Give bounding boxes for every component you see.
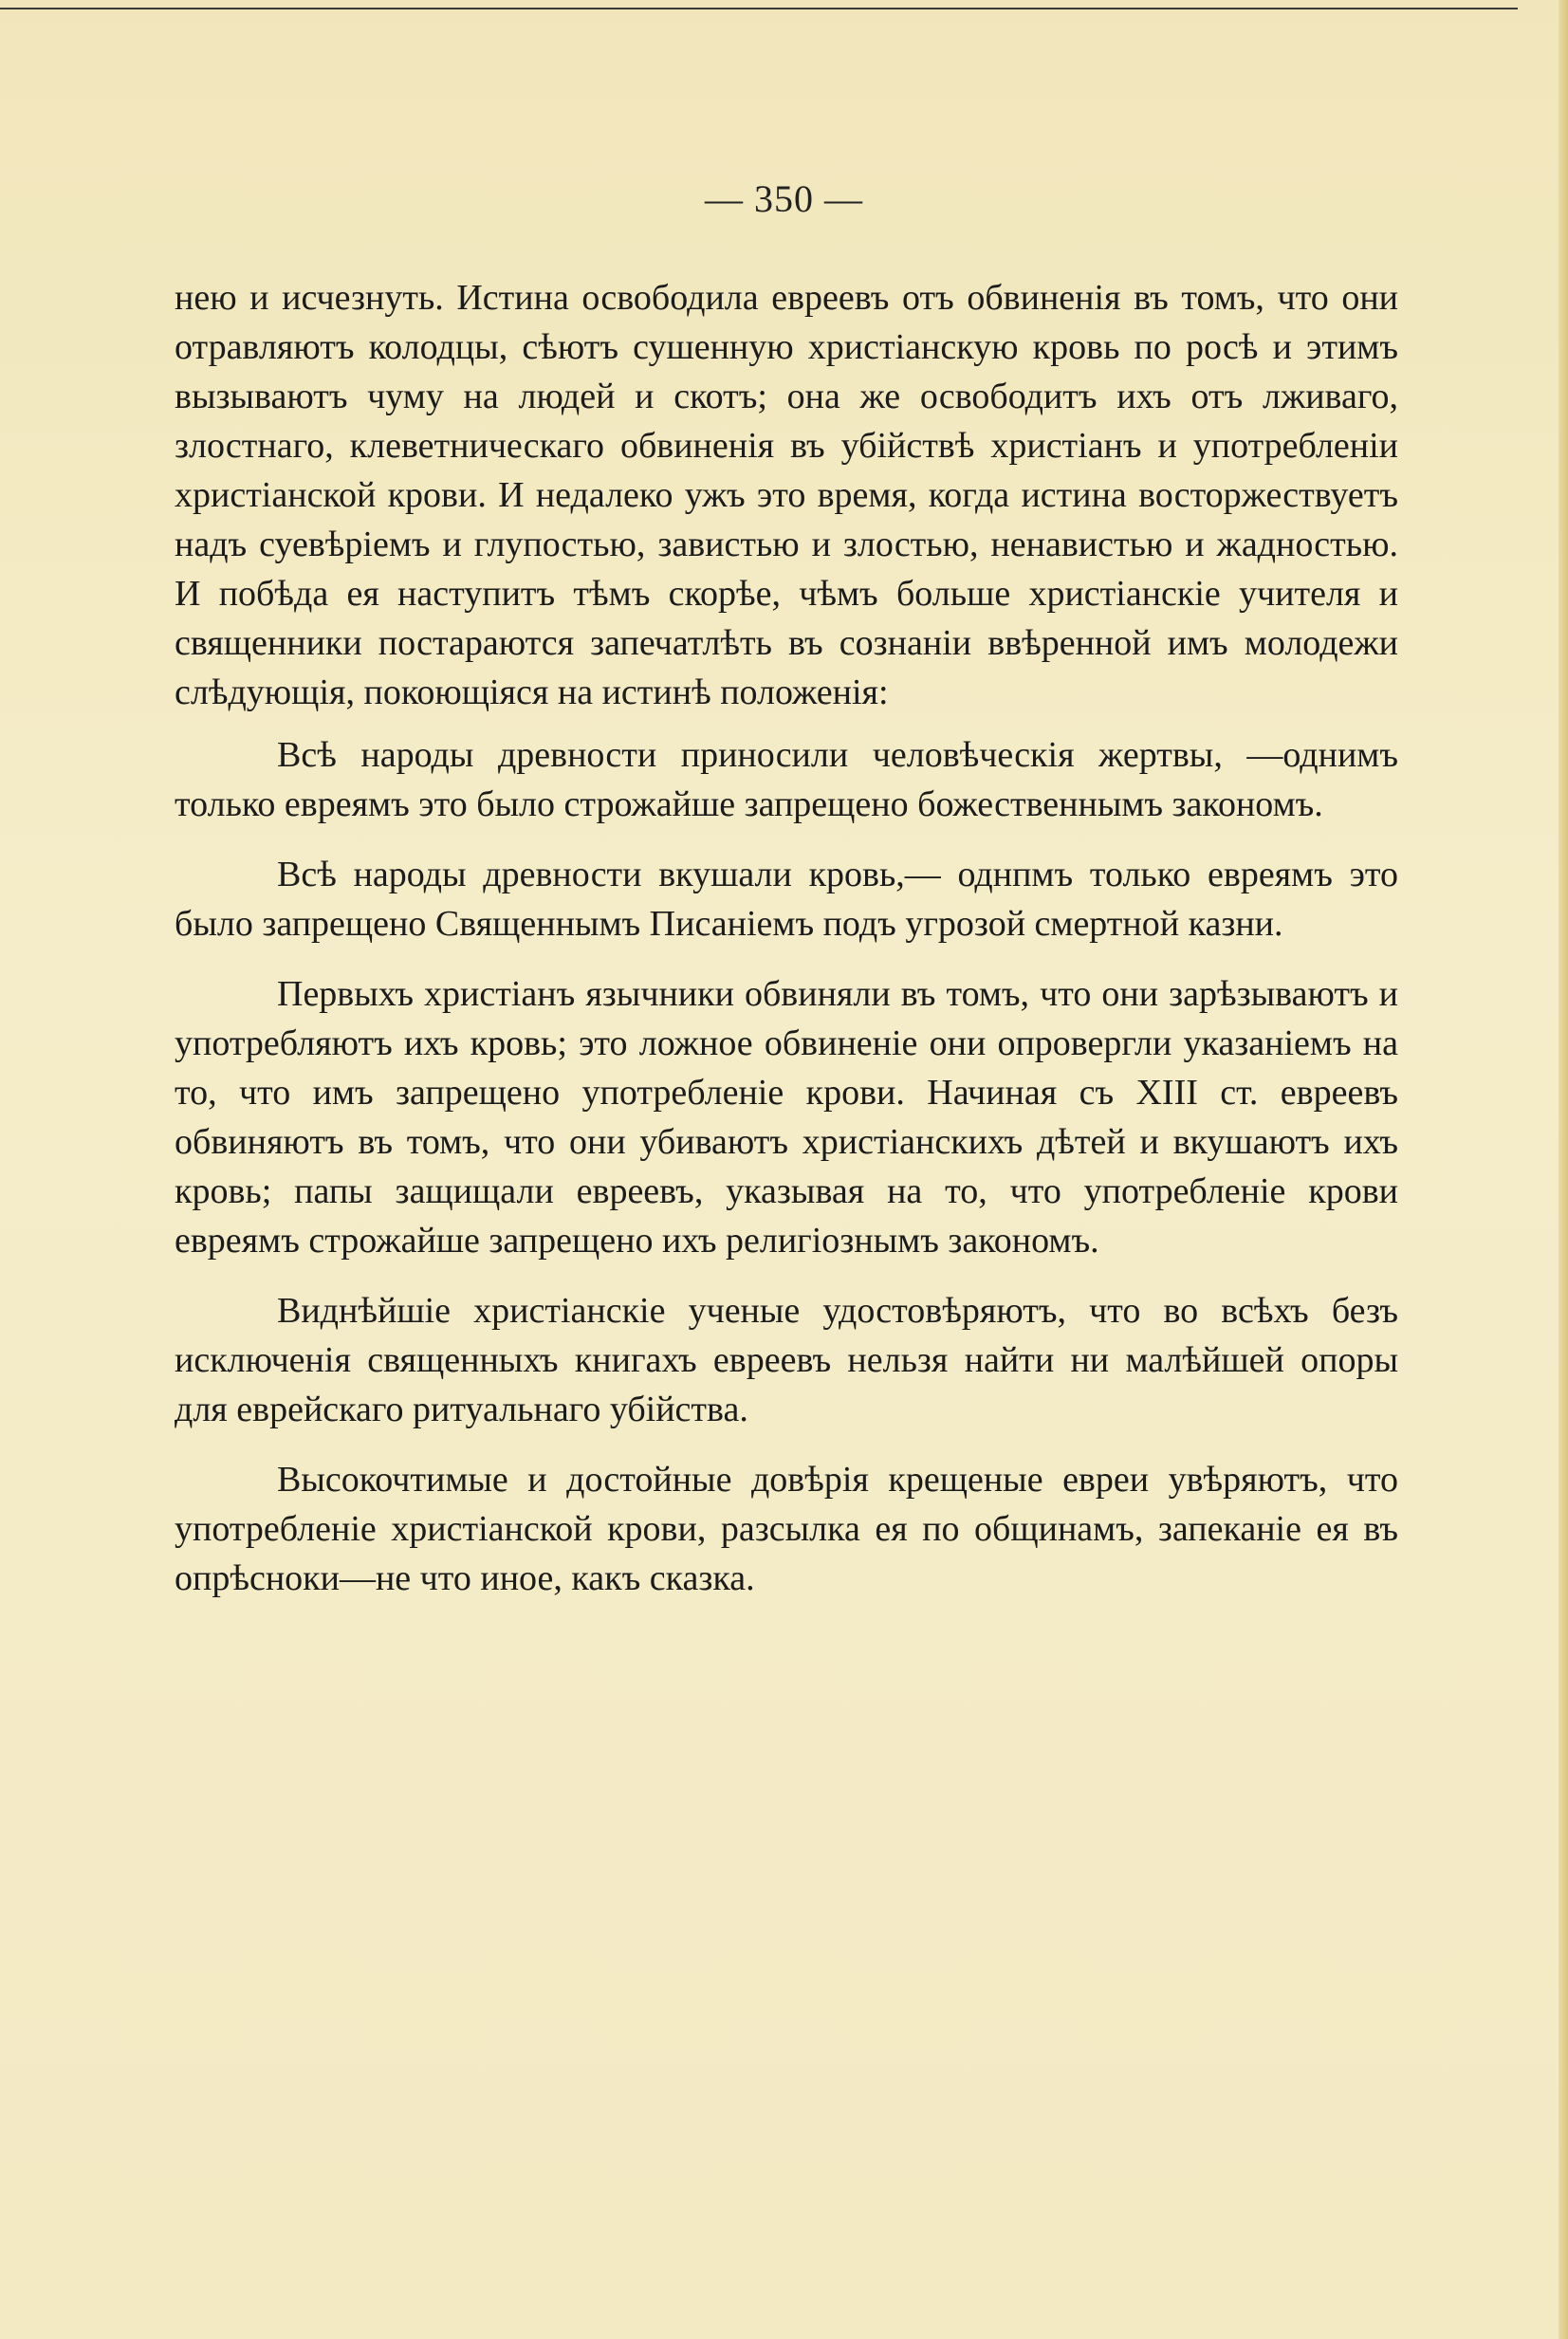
page-number: — 350 — [705,177,863,220]
paragraph-3: Всѣ народы древности вкушали кровь,— однпмъ только евреямъ это было запрещено Священнымъ Писаніемъ подъ угрозой смертной казни. [175,855,1398,944]
paragraph-5: Виднѣйшіе христіанскіе ученые удостовѣряютъ, что во всѣхъ безъ исключенія священныхъ книгахъ евреевъ нельзя найти ни малѣйшей опоры для еврейскаго ритуальнаго убійства. [175,1291,1398,1429]
paragraph-6: Высокочтимые и достойные довѣрія крещеные евреи увѣряютъ, что употребленіе христіанской крови, разсылка ея по общинамъ, запеканіе ея въ опрѣсноки—не что иное, какъ сказка. [175,1460,1398,1598]
body-text [175,273,1398,1603]
page-edge [1559,0,1568,2339]
paragraph-4: Первыхъ христіанъ язычники обвиняли въ томъ, что они зарѣзываютъ и употребляютъ ихъ кровь; это ложное обвиненіе они опровергли указаніемъ на то, что имъ запрещено употребленіе крови. Начиная съ XIII ст. евреевъ обвиняютъ въ томъ, что они убиваютъ христіанскихъ дѣтей и вкушаютъ ихъ кровь; папы защищали евреевъ, указывая на то, что употребленіе крови евреямъ строжайше запрещено ихъ религіознымъ закономъ. [175,974,1398,1261]
paragraph-2: Всѣ народы древности приносили человѣческія жертвы, —однимъ только евреямъ это было строжайше запрещено божественнымъ закономъ. [175,735,1398,824]
top-rule [0,8,1518,9]
paragraph-1: нею и исчезнуть. Истина освободила евреевъ отъ обвиненія въ томъ, что они отравляютъ колодцы, сѣютъ сушенную христіанскую кровь по росѣ и этимъ вызываютъ чуму на людей и скотъ; она же освободитъ ихъ отъ лживаго, злостнаго, клеветническаго обвиненія въ убійствѣ христіанъ и употребленіи христіанской крови. И недалеко ужъ это время, когда истина восторжествуетъ надъ суевѣріемъ и глупостью, завистью и злостью, ненавистью и жадностью. И побѣда ея наступитъ тѣмъ скорѣе, чѣмъ больше христіанскіе учителя и священники постараются запечатлѣть въ сознаніи ввѣренной имъ молодежи слѣдующія, покоющіяся на истинѣ положенія: [175,278,1398,712]
